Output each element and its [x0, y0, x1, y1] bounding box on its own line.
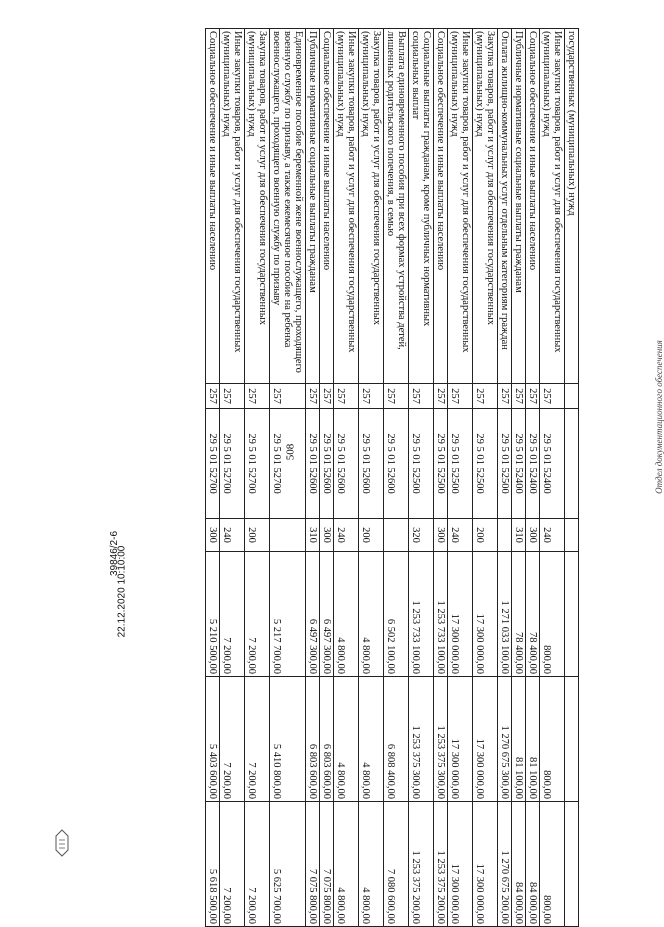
row-csr-code: 29 5 01 52600: [333, 409, 358, 519]
row-csr-code: 29 5 01 52500: [447, 409, 472, 519]
row-amount-year3: 1 253 375 200,00: [408, 802, 433, 927]
row-amount-year2: 6 803 600,00: [305, 677, 319, 802]
row-amount-year1: 800,00: [539, 552, 564, 677]
row-csr-code: 29 5 01 52500: [408, 409, 433, 519]
row-ved-code: 257: [408, 384, 433, 409]
row-vr-code: 200: [358, 519, 383, 552]
row-amount-year1: 1 253 733 100,00: [408, 552, 433, 677]
row-csr-code: 29 5 01 52700: [205, 409, 219, 519]
row-amount-year3: 17 300 000,00: [472, 802, 497, 927]
row-ved-code: 257: [244, 384, 269, 409]
row-amount-year2: [564, 677, 578, 802]
row-amount-year3: 7 200,00: [219, 802, 244, 927]
row-amount-year1: 4 800,00: [358, 552, 383, 677]
row-amount-year1: 5 210 500,00: [205, 552, 219, 677]
row-amount-year1: 5 217 700,00: [269, 552, 305, 677]
row-ved-code: 257: [433, 384, 447, 409]
row-ved-code: 257: [358, 384, 383, 409]
row-name: Единовременное пособие беременной жене военнослужащего, проходящего военную службу по призыву, а также ежемесячное пособие на ребенка военнослужащего, проходящего военную службу по призыву: [269, 29, 305, 384]
page-number: 508: [284, 443, 297, 461]
footer-document-id: 39846/2-6: [109, 530, 121, 577]
row-csr-code: 29 5 01 52400: [511, 409, 525, 519]
row-csr-code: 29 5 01 52700: [244, 409, 269, 519]
row-csr-code: 29 5 01 52600: [319, 409, 333, 519]
row-ved-code: 257: [447, 384, 472, 409]
row-csr-code: 29 5 01 52500: [433, 409, 447, 519]
row-name: Оплата жилищно-коммунальных услуг отдельным категориям граждан: [497, 29, 511, 384]
footer-datetime: 22.12.2020 10:10:00: [116, 545, 128, 638]
row-name: Публичные нормативные социальные выплаты гражданам: [511, 29, 525, 384]
row-amount-year3: 7 075 800,00: [305, 802, 319, 927]
table-row: [219, 29, 244, 927]
row-vr-code: 300: [433, 519, 447, 552]
row-csr-code: 29 5 01 52600: [383, 409, 408, 519]
table-row: [383, 29, 408, 927]
row-amount-year3: 4 800,00: [358, 802, 383, 927]
row-ved-code: 257: [472, 384, 497, 409]
table-row: [244, 29, 269, 927]
row-vr-code: [269, 519, 305, 552]
row-vr-code: 300: [205, 519, 219, 552]
table-row: [497, 29, 511, 927]
row-ved-code: 257: [219, 384, 244, 409]
row-amount-year2: 6 803 600,00: [319, 677, 333, 802]
row-amount-year2: 5 410 800,00: [269, 677, 305, 802]
row-name: Иные закупки товаров, работ и услуг для обеспечения государственных (муниципальных) нужд: [219, 29, 244, 384]
row-name: Социальное обеспечение и иные выплаты населению: [319, 29, 333, 384]
row-name: Иные закупки товаров, работ и услуг для обеспечения государственных (муниципальных) нужд: [539, 29, 564, 384]
row-vr-code: 240: [219, 519, 244, 552]
row-amount-year1: 78 400,00: [525, 552, 539, 677]
budget-table-body: [205, 29, 578, 927]
row-name: Закупка товаров, работ и услуг для обеспечения государственных (муниципальных) нужд: [358, 29, 383, 384]
table-row: [358, 29, 383, 927]
row-ved-code: 257: [383, 384, 408, 409]
row-vr-code: 240: [447, 519, 472, 552]
row-csr-code: 29 5 01 52700: [219, 409, 244, 519]
row-ved-code: 257: [269, 384, 305, 409]
row-amount-year1: 4 800,00: [333, 552, 358, 677]
row-ved-code: 257: [539, 384, 564, 409]
table-row: [408, 29, 433, 927]
row-amount-year3: 1 270 675 200,00: [497, 802, 511, 927]
department-stamp: Отдел документационного обеспечения: [653, 340, 664, 494]
table-row: [539, 29, 564, 927]
row-vr-code: [497, 519, 511, 552]
table-row: [205, 29, 219, 927]
row-amount-year2: 1 253 375 300,00: [433, 677, 447, 802]
table-row: [447, 29, 472, 927]
row-csr-code: 29 5 01 52700: [269, 409, 305, 519]
row-vr-code: 200: [244, 519, 269, 552]
emblem-icon: [52, 828, 72, 858]
row-name: государственных (муниципальных) нужд: [564, 29, 578, 384]
row-amount-year1: 6 497 300,00: [319, 552, 333, 677]
row-vr-code: 200: [472, 519, 497, 552]
table-row: [525, 29, 539, 927]
row-amount-year1: 78 400,00: [511, 552, 525, 677]
row-amount-year3: 5 625 700,00: [269, 802, 305, 927]
row-amount-year3: 84 000,00: [511, 802, 525, 927]
table-row: [433, 29, 447, 927]
row-vr-code: 320: [408, 519, 433, 552]
table-row: [319, 29, 333, 927]
row-amount-year2: 1 253 375 300,00: [408, 677, 433, 802]
row-vr-code: 300: [319, 519, 333, 552]
table-row: [305, 29, 319, 927]
row-csr-code: 29 5 01 52400: [525, 409, 539, 519]
row-amount-year1: 7 200,00: [219, 552, 244, 677]
row-amount-year2: 17 300 000,00: [472, 677, 497, 802]
row-name: Иные закупки товаров, работ и услуг для обеспечения государственных (муниципальных) нужд: [333, 29, 358, 384]
row-ved-code: 257: [333, 384, 358, 409]
row-vr-code: 310: [305, 519, 319, 552]
row-amount-year2: 7 200,00: [219, 677, 244, 802]
row-amount-year1: 6 502 100,00: [383, 552, 408, 677]
row-ved-code: 257: [305, 384, 319, 409]
row-amount-year3: 7 080 600,00: [383, 802, 408, 927]
row-vr-code: 310: [511, 519, 525, 552]
row-csr-code: 29 5 01 52600: [358, 409, 383, 519]
row-amount-year3: 800,00: [539, 802, 564, 927]
row-amount-year3: [564, 802, 578, 927]
table-row: [511, 29, 525, 927]
table-row: [564, 29, 578, 927]
row-amount-year2: 4 800,00: [333, 677, 358, 802]
row-amount-year1: [564, 552, 578, 677]
row-csr-code: 29 5 01 52600: [305, 409, 319, 519]
row-amount-year2: 1 270 675 300,00: [497, 677, 511, 802]
rotated-table-container: [109, 28, 579, 924]
row-amount-year1: 1 253 733 100,00: [433, 552, 447, 677]
row-csr-code: 29 5 01 52500: [497, 409, 511, 519]
row-name: Публичные нормативные социальные выплаты гражданам: [305, 29, 319, 384]
table-row: [472, 29, 497, 927]
row-csr-code: 29 5 01 52400: [539, 409, 564, 519]
row-name: Выплата единовременного пособия при всех формах устройства детей, лишенных родительского попечения, в семью: [383, 29, 408, 384]
row-amount-year2: 800,00: [539, 677, 564, 802]
row-amount-year3: 17 300 000,00: [447, 802, 472, 927]
row-csr-code: [564, 409, 578, 519]
row-name: Социальное обеспечение и иные выплаты населению: [205, 29, 219, 384]
row-ved-code: 257: [511, 384, 525, 409]
row-vr-code: 240: [539, 519, 564, 552]
row-name: Социальные выплаты гражданам, кроме публичных нормативных социальных выплат: [408, 29, 433, 384]
row-csr-code: 29 5 01 52500: [472, 409, 497, 519]
row-amount-year3: 7 075 800,00: [319, 802, 333, 927]
row-vr-code: [564, 519, 578, 552]
row-amount-year3: 84 000,00: [525, 802, 539, 927]
row-vr-code: 300: [525, 519, 539, 552]
row-amount-year2: 81 100,00: [525, 677, 539, 802]
row-vr-code: [383, 519, 408, 552]
table-row: [269, 29, 305, 927]
table-row: [333, 29, 358, 927]
row-ved-code: 257: [319, 384, 333, 409]
row-amount-year1: 1 271 033 100,00: [497, 552, 511, 677]
row-name: Социальное обеспечение и иные выплаты населению: [433, 29, 447, 384]
row-amount-year1: 17 300 000,00: [447, 552, 472, 677]
row-name: Иные закупки товаров, работ и услуг для обеспечения государственных (муниципальных) нужд: [447, 29, 472, 384]
row-name: Социальное обеспечение и иные выплаты населению: [525, 29, 539, 384]
row-ved-code: 257: [205, 384, 219, 409]
budget-table: [205, 28, 579, 927]
row-amount-year2: 81 100,00: [511, 677, 525, 802]
row-amount-year3: 5 618 500,00: [205, 802, 219, 927]
row-amount-year2: 4 800,00: [358, 677, 383, 802]
row-amount-year3: 1 253 375 200,00: [433, 802, 447, 927]
row-amount-year2: 5 403 600,00: [205, 677, 219, 802]
row-amount-year1: 6 497 300,00: [305, 552, 319, 677]
row-amount-year3: 7 200,00: [244, 802, 269, 927]
row-amount-year1: 17 300 000,00: [472, 552, 497, 677]
row-ved-code: 257: [497, 384, 511, 409]
row-ved-code: 257: [525, 384, 539, 409]
row-amount-year2: 6 808 400,00: [383, 677, 408, 802]
row-amount-year2: 17 300 000,00: [447, 677, 472, 802]
row-vr-code: 240: [333, 519, 358, 552]
row-amount-year1: 7 200,00: [244, 552, 269, 677]
row-amount-year3: 4 800,00: [333, 802, 358, 927]
row-amount-year2: 7 200,00: [244, 677, 269, 802]
row-ved-code: [564, 384, 578, 409]
row-name: Закупка товаров, работ и услуг для обеспечения государственных (муниципальных) нужд: [244, 29, 269, 384]
row-name: Закупка товаров, работ и услуг для обеспечения государственных (муниципальных) нужд: [472, 29, 497, 384]
